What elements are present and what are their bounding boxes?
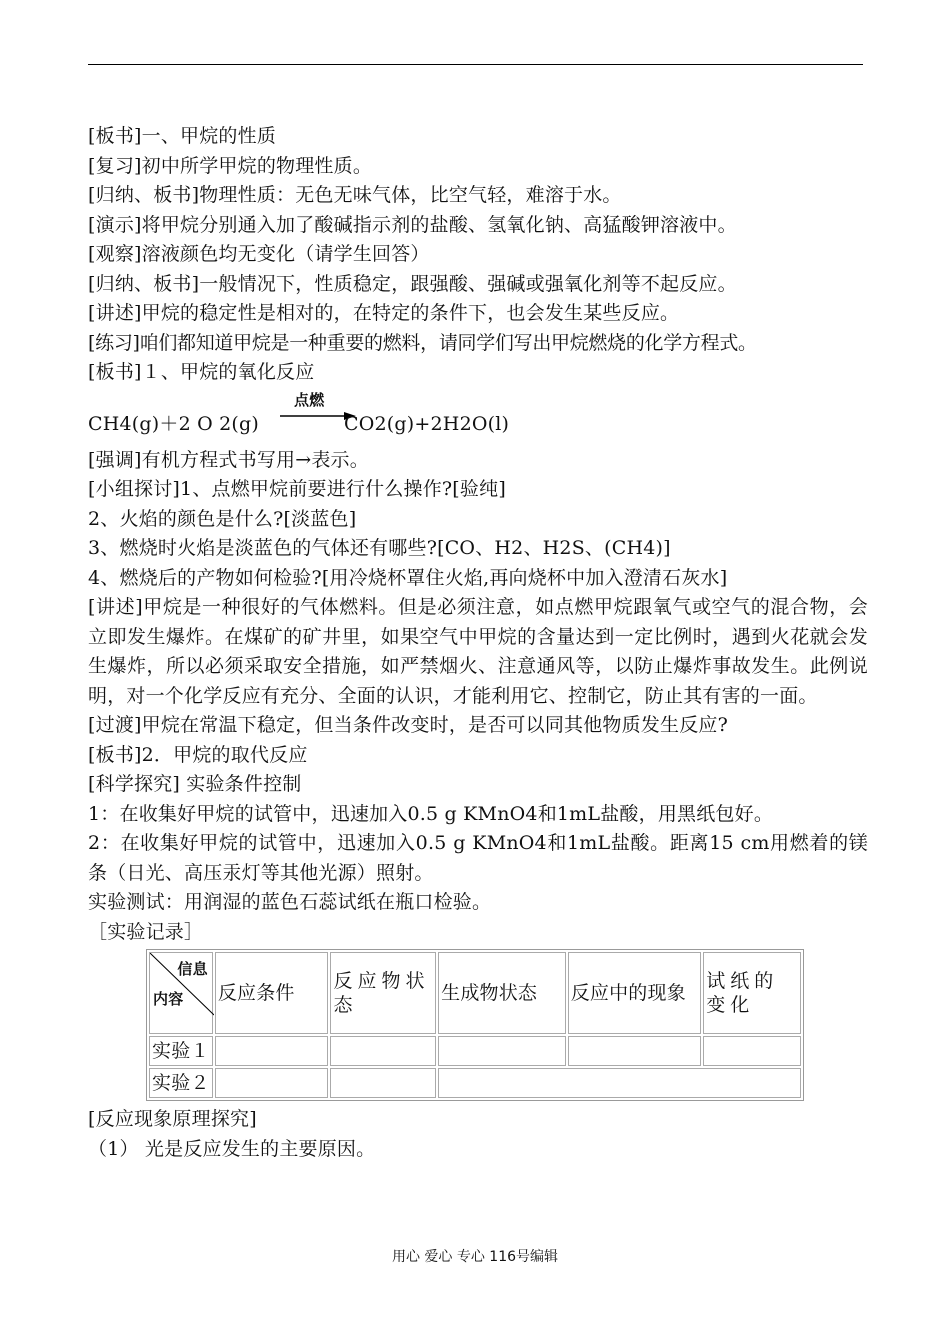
table-cell bbox=[330, 1068, 436, 1098]
record-label: ［实验记录］ bbox=[88, 920, 204, 943]
table-cell bbox=[215, 1068, 329, 1098]
table-cell bbox=[215, 1036, 329, 1066]
equation-reactants: CH4(g)＋2 O 2(g) bbox=[88, 412, 260, 435]
text-line: [练习]咱们都知道甲烷是一种重要的燃料，请同学们写出甲烷燃烧的化学方程式。 bbox=[88, 331, 757, 354]
text-line: 实验测试：用润湿的蓝色石蕊试纸在瓶口检验。 bbox=[88, 891, 492, 913]
text-line: [板书]一、甲烷的性质 bbox=[88, 125, 277, 147]
text-line: [板书]2．甲烷的取代反应 bbox=[88, 743, 308, 766]
table-cell-merged bbox=[438, 1068, 801, 1098]
text-line: 2、火焰的颜色是什么?[淡蓝色] bbox=[88, 507, 357, 530]
text-line: [讲述]甲烷的稳定性是相对的，在特定的条件下，也会发生某些反应。 bbox=[88, 302, 680, 324]
column-header: 生成物状态 bbox=[438, 952, 566, 1034]
text-line: [归纳、板书]一般情况下，性质稳定，跟强酸、强碱或强氧化剂等不起反应。 bbox=[88, 272, 737, 295]
text-line: 3、燃烧时火焰是淡蓝色的气体还有哪些?[CO、H2、H2S、(CH4)] bbox=[88, 537, 671, 559]
column-header: 试纸的变化 bbox=[703, 952, 801, 1034]
text-line: [板书]１、甲烷的氧化反应 bbox=[88, 361, 315, 383]
equation-condition: 点燃 bbox=[294, 390, 325, 409]
table-row bbox=[149, 1068, 801, 1098]
text-line: [强调]有机方程式书写用→表示。 bbox=[88, 448, 369, 471]
combustion-equation bbox=[88, 388, 868, 446]
experiment-record-table-wrap bbox=[146, 949, 804, 1101]
text-line: 4、燃烧后的产物如何检验?[用冷烧杯罩住火焰,再向烧杯中加入澄清石灰水] bbox=[88, 566, 728, 589]
text-line: [小组探讨]1、点燃甲烷前要进行什么操作?[验纯] bbox=[88, 478, 506, 500]
text-line: [过渡]甲烷在常温下稳定，但当条件改变时，是否可以同其他物质发生反应? bbox=[88, 714, 729, 736]
text-line: [观察]溶液颜色均无变化（请学生回答） bbox=[88, 243, 430, 265]
row-label: 实验１ bbox=[149, 1036, 213, 1066]
diag-header-top: 信息 bbox=[177, 960, 208, 978]
text-line: [复习]初中所学甲烷的物理性质。 bbox=[88, 154, 373, 177]
text-line: [反应现象原理探究] bbox=[88, 1108, 257, 1130]
table-header-row bbox=[149, 952, 801, 1034]
text-line: [归纳、板书]物理性质：无色无味气体，比空气轻，难溶于水。 bbox=[88, 184, 622, 206]
table-cell bbox=[703, 1036, 801, 1066]
experiment-2-paragraph: 2：在收集好甲烷的试管中，迅速加入0.5 g KMnO4和1mL盐酸。距离15 cm用燃着的镁条（日光、高压汞灯等其他光源）照射。 bbox=[88, 832, 868, 884]
text-line: [演示]将甲烷分别通入加了酸碱指示剂的盐酸、氢氧化钠、高猛酸钾溶液中。 bbox=[88, 213, 737, 236]
column-header: 反应物状态 bbox=[330, 952, 436, 1034]
explain-paragraph: [讲述]甲烷是一种很好的气体燃料。但是必须注意，如点燃甲烷跟氧气或空气的混合物，会立即发生爆炸。在煤矿的矿井里，如果空气中甲烷的含量达到一定比例时，遇到火花就会发生爆炸，所以必须采取安全措施，如严禁烟火、注意通风等，以防止爆炸事故发生。此例说明，对一个化学反应有充分、全面的认识，才能利用它、控制它，防止其有害的一面。 bbox=[88, 596, 868, 707]
table-cell bbox=[330, 1036, 436, 1066]
header-rule bbox=[88, 64, 863, 65]
experiment-record-table bbox=[146, 949, 804, 1101]
table-cell bbox=[438, 1036, 566, 1066]
column-header: 反应条件 bbox=[215, 952, 329, 1034]
page-footer: 用心 爱心 专心 116号编辑 bbox=[391, 1249, 559, 1265]
table-row bbox=[149, 1036, 801, 1066]
row-label: 实验２ bbox=[149, 1068, 213, 1098]
diag-header-bottom: 内容 bbox=[153, 990, 184, 1008]
text-line: [科学探究] 实验条件控制 bbox=[88, 773, 302, 795]
equation-products: CO2(g)+2H2O(l) bbox=[344, 412, 510, 435]
column-header: 反应中的现象 bbox=[568, 952, 702, 1034]
text-line: （1） 光是反应发生的主要原因。 bbox=[88, 1137, 376, 1160]
table-cell bbox=[568, 1036, 702, 1066]
diagonal-header-cell bbox=[149, 952, 213, 1034]
document-body bbox=[88, 122, 868, 1164]
text-line: 1：在收集好甲烷的试管中，迅速加入0.5 g KMnO4和1mL盐酸，用黑纸包好。 bbox=[88, 802, 774, 825]
